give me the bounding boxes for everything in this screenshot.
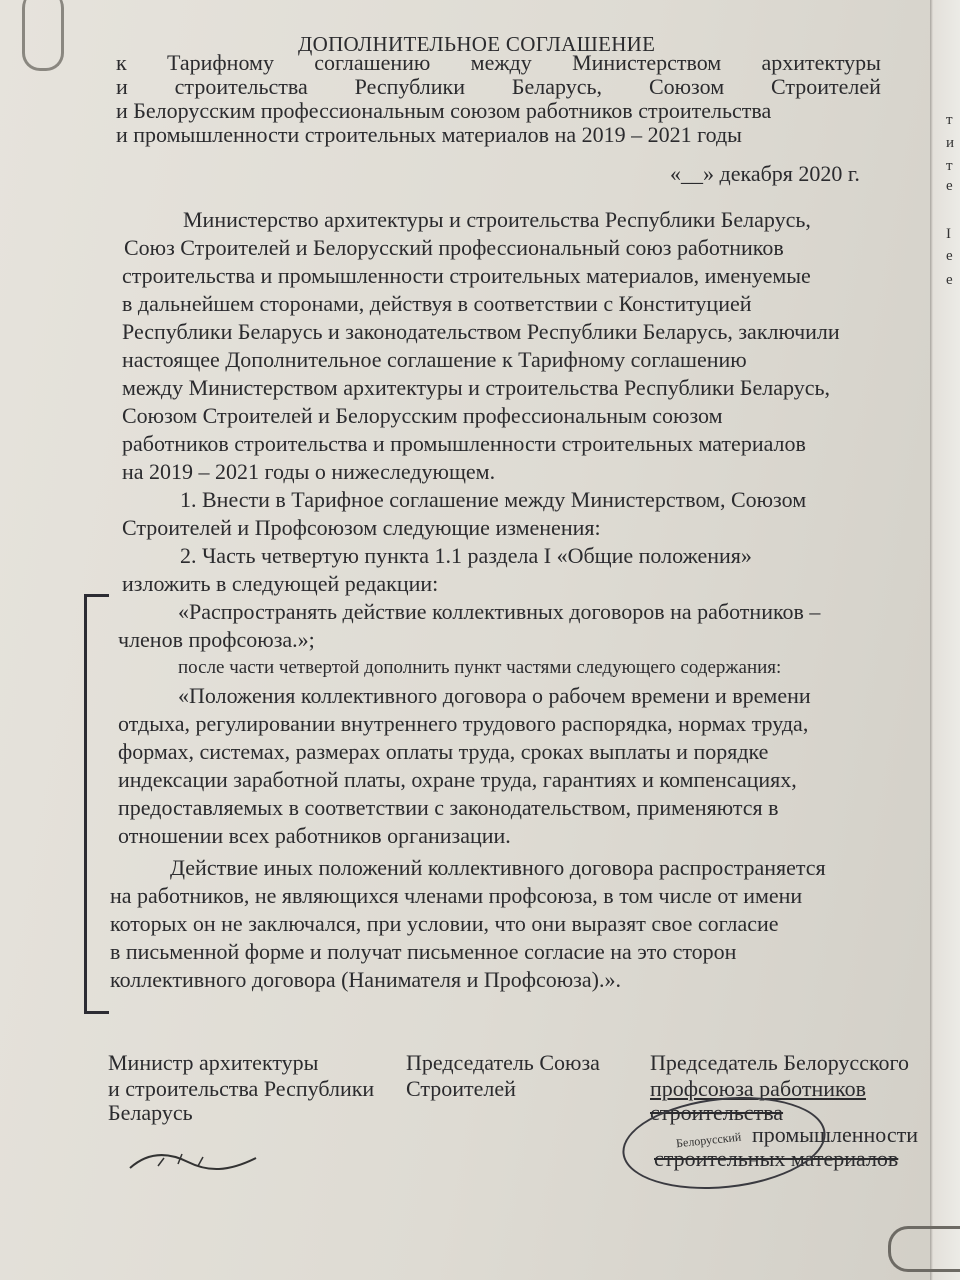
body-line: между Министерством архитектуры и строительства Республики Беларусь,: [122, 375, 830, 400]
stamp-text: Белорусский: [675, 1129, 742, 1151]
body-line: 1. Внести в Тарифное соглашение между Министерством, Союзом: [180, 487, 807, 512]
signature-minister-line: Министр архитектуры: [108, 1050, 319, 1075]
subtitle-line-3: и Белорусским профессиональным союзом работников строительства: [116, 98, 772, 123]
body-line: строительства и промышленности строительных материалов, именуемые: [122, 263, 811, 288]
body-line: Республики Беларусь и законодательством Республики Беларусь, заключили: [122, 319, 840, 344]
body-line: отношении всех работников организации.: [118, 823, 511, 848]
signature-minister-line: и строительства Республики: [108, 1076, 375, 1101]
body-line: Союзом Строителей и Белорусским профессиональным союзом: [122, 403, 723, 428]
body-line: работников строительства и промышленности строительных материалов: [122, 431, 806, 456]
body-line: членов профсоюза.»;: [118, 627, 315, 652]
document-title: ДОПОЛНИТЕЛЬНОЕ СОГЛАШЕНИЕ: [298, 32, 656, 56]
paperclip-icon: [888, 1226, 960, 1272]
edge-char: и: [946, 135, 955, 151]
edge-char: е: [946, 272, 953, 288]
handwritten-signature: [128, 1148, 258, 1176]
body-line: «Распространять действие коллективных договоров на работников –: [178, 599, 821, 624]
body-line: Министерство архитектуры и строительства Республики Беларусь,: [183, 207, 811, 232]
body-line: индексации заработной платы, охране труда, гарантиях и компенсациях,: [118, 767, 797, 792]
body-line: «Положения коллективного договора о рабочем времени и времени: [178, 683, 811, 708]
signature-trade-union-line: профсоюза работников: [650, 1076, 866, 1101]
body-line: на 2019 – 2021 годы о нижеследующем.: [122, 459, 496, 484]
body-line: формах, системах, размерах оплаты труда, сроках выплаты и порядке: [118, 739, 769, 764]
adjacent-page-edge: [930, 0, 960, 1280]
subtitle-line-2: и строительства Республики Беларусь, Союзом Строителей: [116, 74, 881, 99]
edge-char: е: [946, 178, 953, 194]
signature-trade-union-line: строительных материалов: [654, 1146, 899, 1171]
edge-char: т: [946, 112, 953, 128]
signature-union-line: Строителей: [406, 1076, 516, 1101]
body-line: Действие иных положений коллективного договора распространяется: [170, 855, 826, 880]
margin-bracket: [84, 594, 109, 1014]
subtitle-line-4: и промышленности строительных материалов на 2019 – 2021 годы: [116, 122, 742, 147]
signature-trade-union-line: строительства: [650, 1100, 784, 1125]
paperclip-icon: [22, 0, 64, 71]
body-line: коллективного договора (Нанимателя и Профсоюза).».: [110, 967, 621, 992]
body-line: Строителей и Профсоюзом следующие изменения:: [122, 515, 601, 540]
edge-char: т: [946, 158, 953, 174]
body-line: предоставляемых в соответствии с законодательством, применяются в: [118, 795, 779, 820]
body-line: 2. Часть четвертую пункта 1.1 раздела I «Общие положения»: [180, 543, 752, 568]
signature-minister-line: Беларусь: [108, 1100, 193, 1125]
subtitle-line-1: к Тарифному соглашению между Министерством архитектуры: [116, 50, 881, 75]
body-line: изложить в следующей редакции:: [122, 571, 439, 596]
document-date: «__» декабря 2020 г.: [670, 161, 860, 186]
body-line: на работников, не являющихся членами профсоюза, в том числе от имени: [110, 883, 803, 908]
signature-trade-union-line: Председатель Белорусского: [650, 1050, 910, 1075]
signature-trade-union-line: промышленности: [752, 1122, 918, 1147]
body-line: после части четвертой дополнить пункт частями следующего содержания:: [178, 657, 782, 678]
signature-union-line: Председатель Союза: [406, 1050, 600, 1075]
body-line: настоящее Дополнительное соглашение к Тарифному соглашению: [122, 347, 747, 372]
edge-char: I: [946, 226, 951, 242]
body-line: которых он не заключался, при условии, что они выразят свое согласие: [110, 911, 779, 936]
body-line: Союз Строителей и Белорусский профессиональный союз работников: [124, 235, 784, 260]
body-line: в дальнейшем сторонами, действуя в соответствии с Конституцией: [122, 291, 752, 316]
body-line: отдыха, регулировании внутреннего трудового распорядка, нормах труда,: [118, 711, 809, 736]
body-line: в письменной форме и получат письменное согласие на это сторон: [110, 939, 737, 964]
edge-char: е: [946, 248, 953, 264]
